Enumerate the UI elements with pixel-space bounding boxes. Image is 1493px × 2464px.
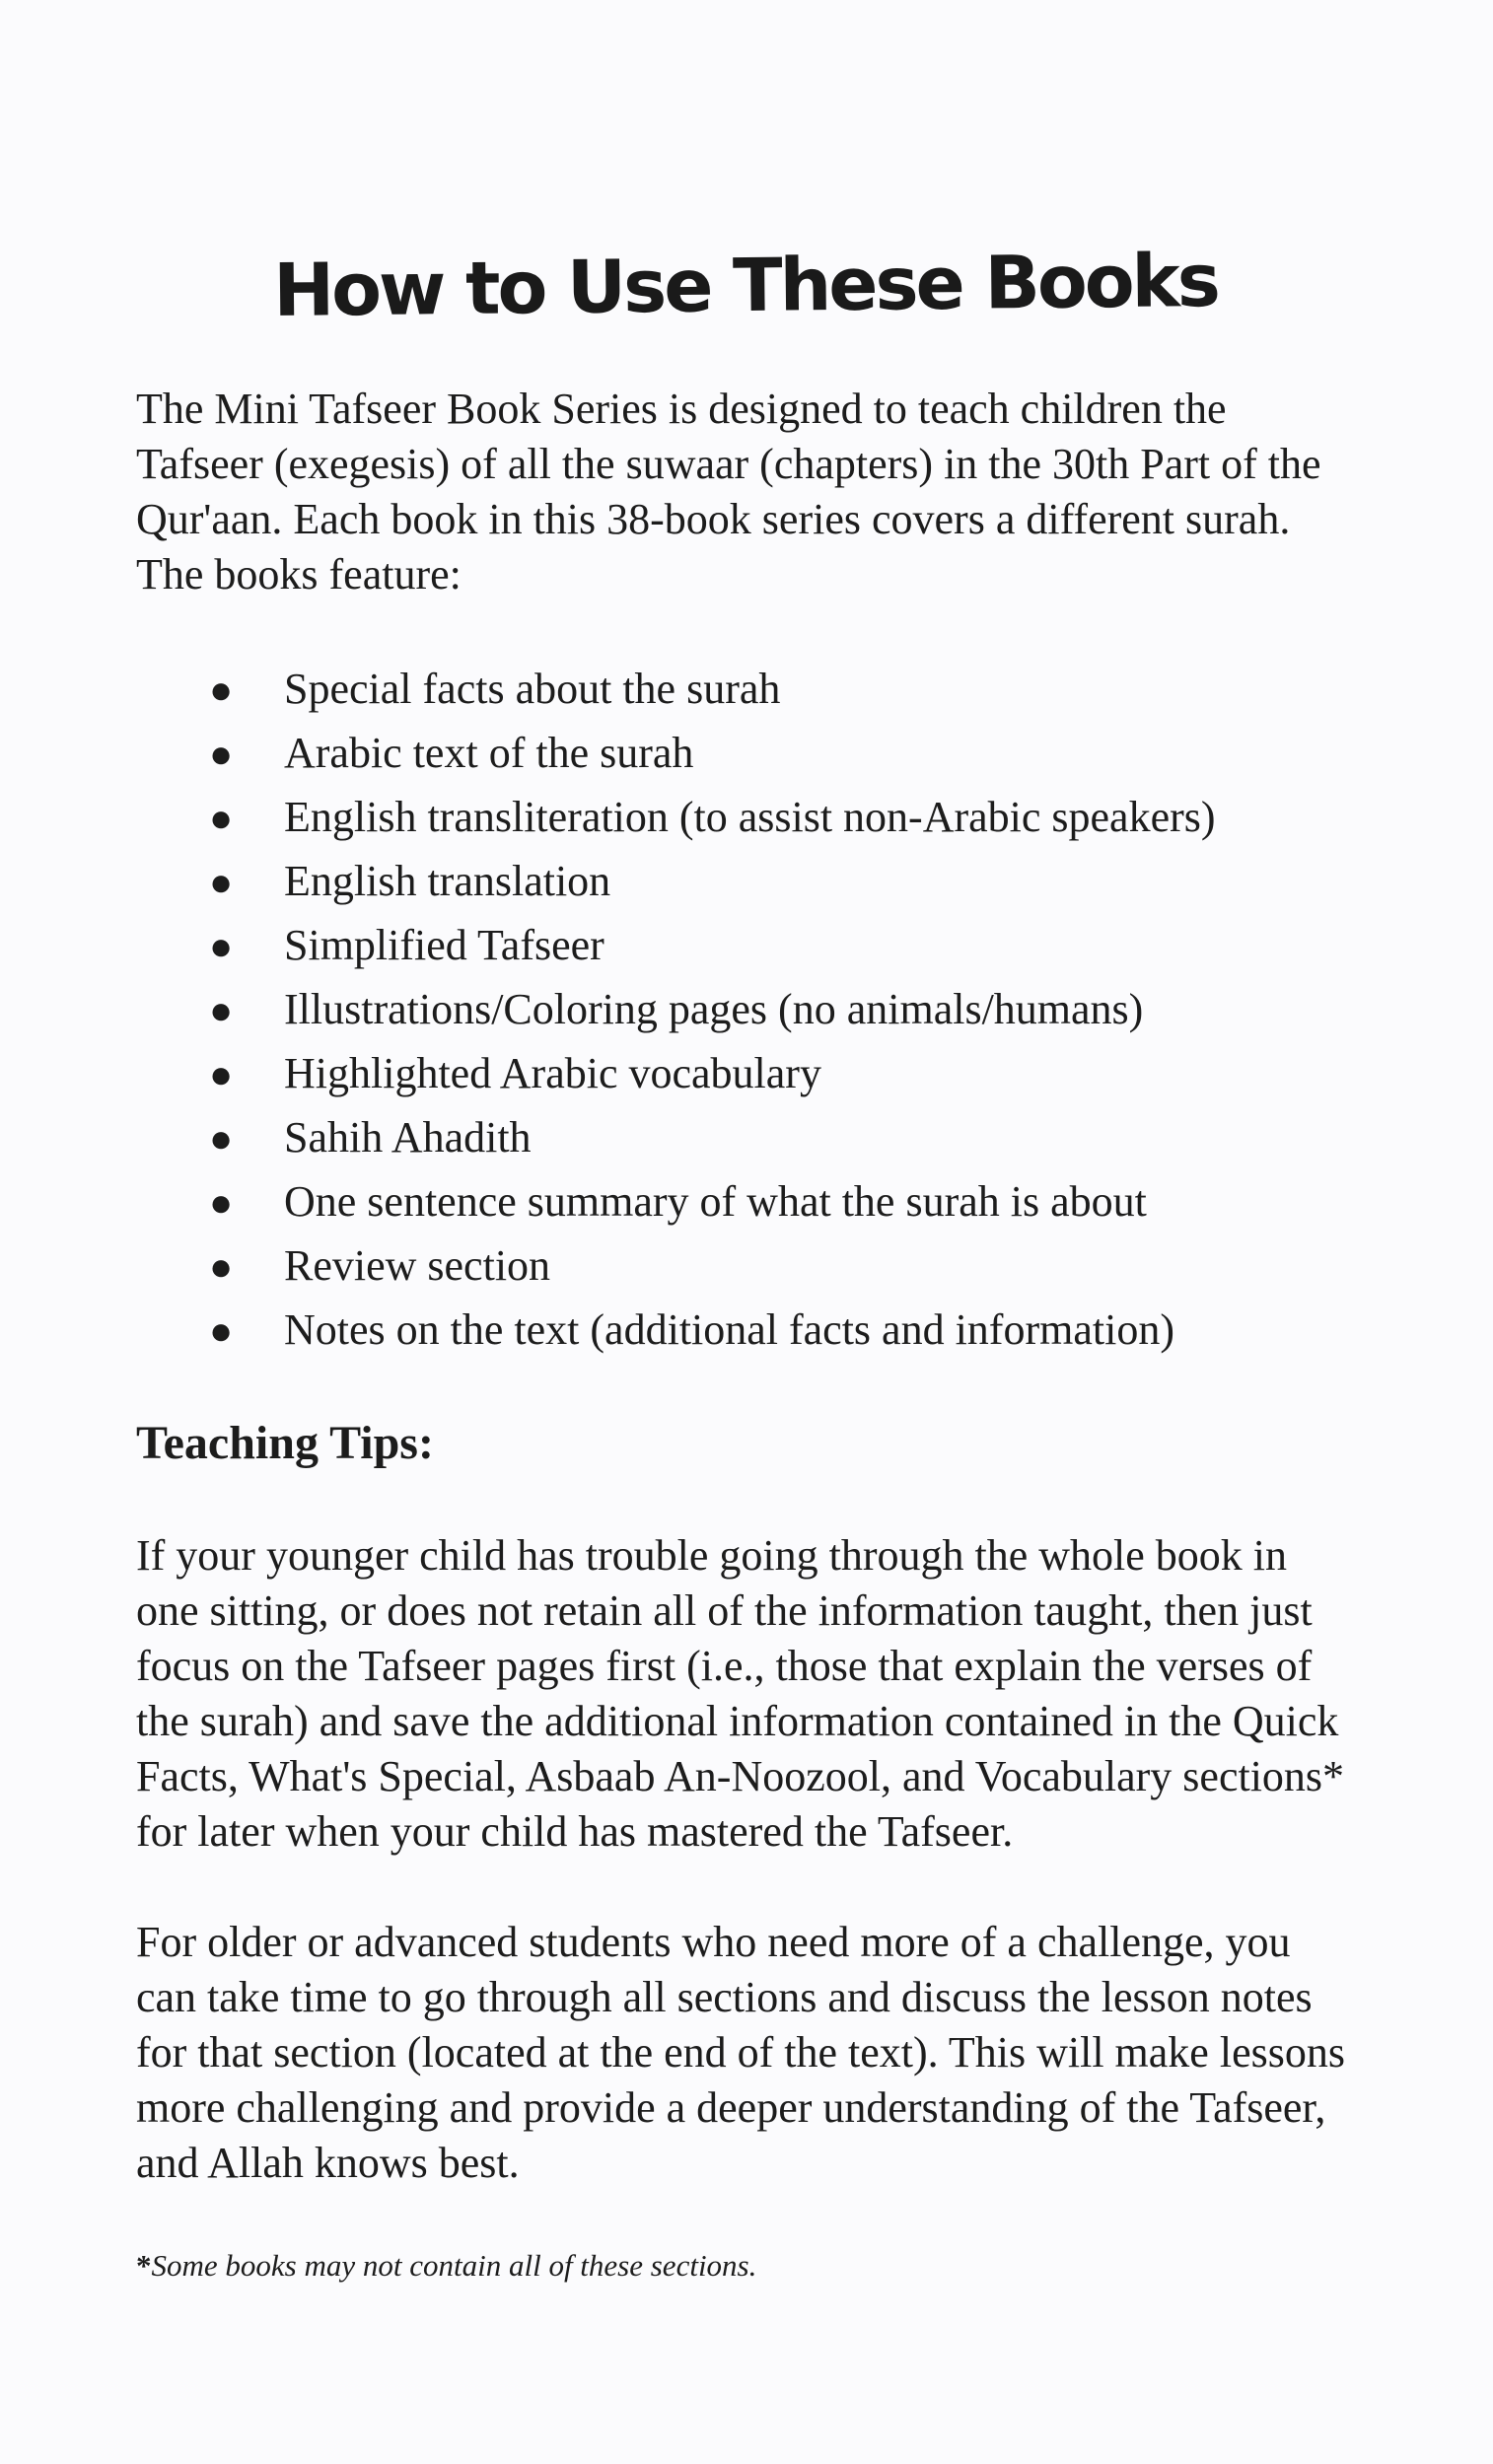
feature-text: Arabic text of the surah xyxy=(284,729,694,778)
list-item xyxy=(209,722,1355,786)
list-item xyxy=(209,658,1355,722)
list-item xyxy=(209,914,1355,978)
tips-paragraph: For older or advanced students who need more of a challenge, you can take time to go through all sections and discuss the lesson notes for that section (located at the end of the text). This will make lessons more challenging and provide a deeper understanding of the Tafseer, and Allah knows best. xyxy=(136,1918,1345,2188)
list-item xyxy=(209,1042,1355,1106)
list-item xyxy=(209,1299,1355,1363)
list-item xyxy=(209,978,1355,1042)
bullet-icon: ● xyxy=(209,988,234,1033)
bullet-icon: ● xyxy=(209,1244,234,1290)
bullet-icon: ● xyxy=(209,732,234,777)
feature-text: Sahih Ahadith xyxy=(284,1113,532,1162)
list-item xyxy=(209,1170,1355,1234)
page-title: How to Use These Books xyxy=(272,238,1219,334)
bullet-icon: ● xyxy=(209,796,234,841)
list-item xyxy=(209,1106,1355,1170)
bullet-icon: ● xyxy=(209,1116,234,1162)
footnote-text: Some books may not contain all of these sections. xyxy=(151,2248,757,2284)
footnote-marker: * xyxy=(136,2248,152,2284)
list-item xyxy=(209,850,1355,914)
feature-text: English transliteration (to assist non-Arabic speakers) xyxy=(284,793,1216,842)
tips-paragraph: If your younger child has trouble going through the whole book in one sitting, or does not retain all of the information taught, then just focus on the Tafseer pages first (i.e., those that explain the verses of the surah) and save the additional information contained in the Quick Facts, What's Special, Asbaab An-Noozool, and Vocabulary sections* for later when your child has mastered the Tafseer. xyxy=(136,1531,1345,1857)
feature-text: Notes on the text (additional facts and information) xyxy=(284,1305,1174,1355)
bullet-icon: ● xyxy=(209,1180,234,1226)
footnote xyxy=(136,2246,1355,2286)
bullet-icon: ● xyxy=(209,1052,234,1097)
feature-text: Special facts about the surah xyxy=(284,665,781,714)
teaching-tips-heading: Teaching Tips: xyxy=(136,1417,434,1470)
bullet-icon: ● xyxy=(209,1308,234,1354)
feature-text: Simplified Tafseer xyxy=(284,921,604,970)
feature-text: Review section xyxy=(284,1241,551,1291)
intro-paragraph: The Mini Tafseer Book Series is designed to teach children the Tafseer (exegesis) of all the suwaar (chapters) in the 30th Part of the Qur'aan. Each book in this 38-book series covers a different surah. The books feature: xyxy=(136,385,1321,599)
bullet-icon: ● xyxy=(209,860,234,905)
feature-text: English translation xyxy=(284,857,611,906)
features-list xyxy=(136,658,1355,1363)
feature-text: Highlighted Arabic vocabulary xyxy=(284,1049,821,1098)
list-item xyxy=(209,786,1355,850)
feature-text: Illustrations/Coloring pages (no animals/humans) xyxy=(284,985,1144,1034)
feature-text: One sentence summary of what the surah is about xyxy=(284,1177,1147,1227)
bullet-icon: ● xyxy=(209,924,234,969)
bullet-icon: ● xyxy=(209,668,234,713)
list-item xyxy=(209,1234,1355,1299)
